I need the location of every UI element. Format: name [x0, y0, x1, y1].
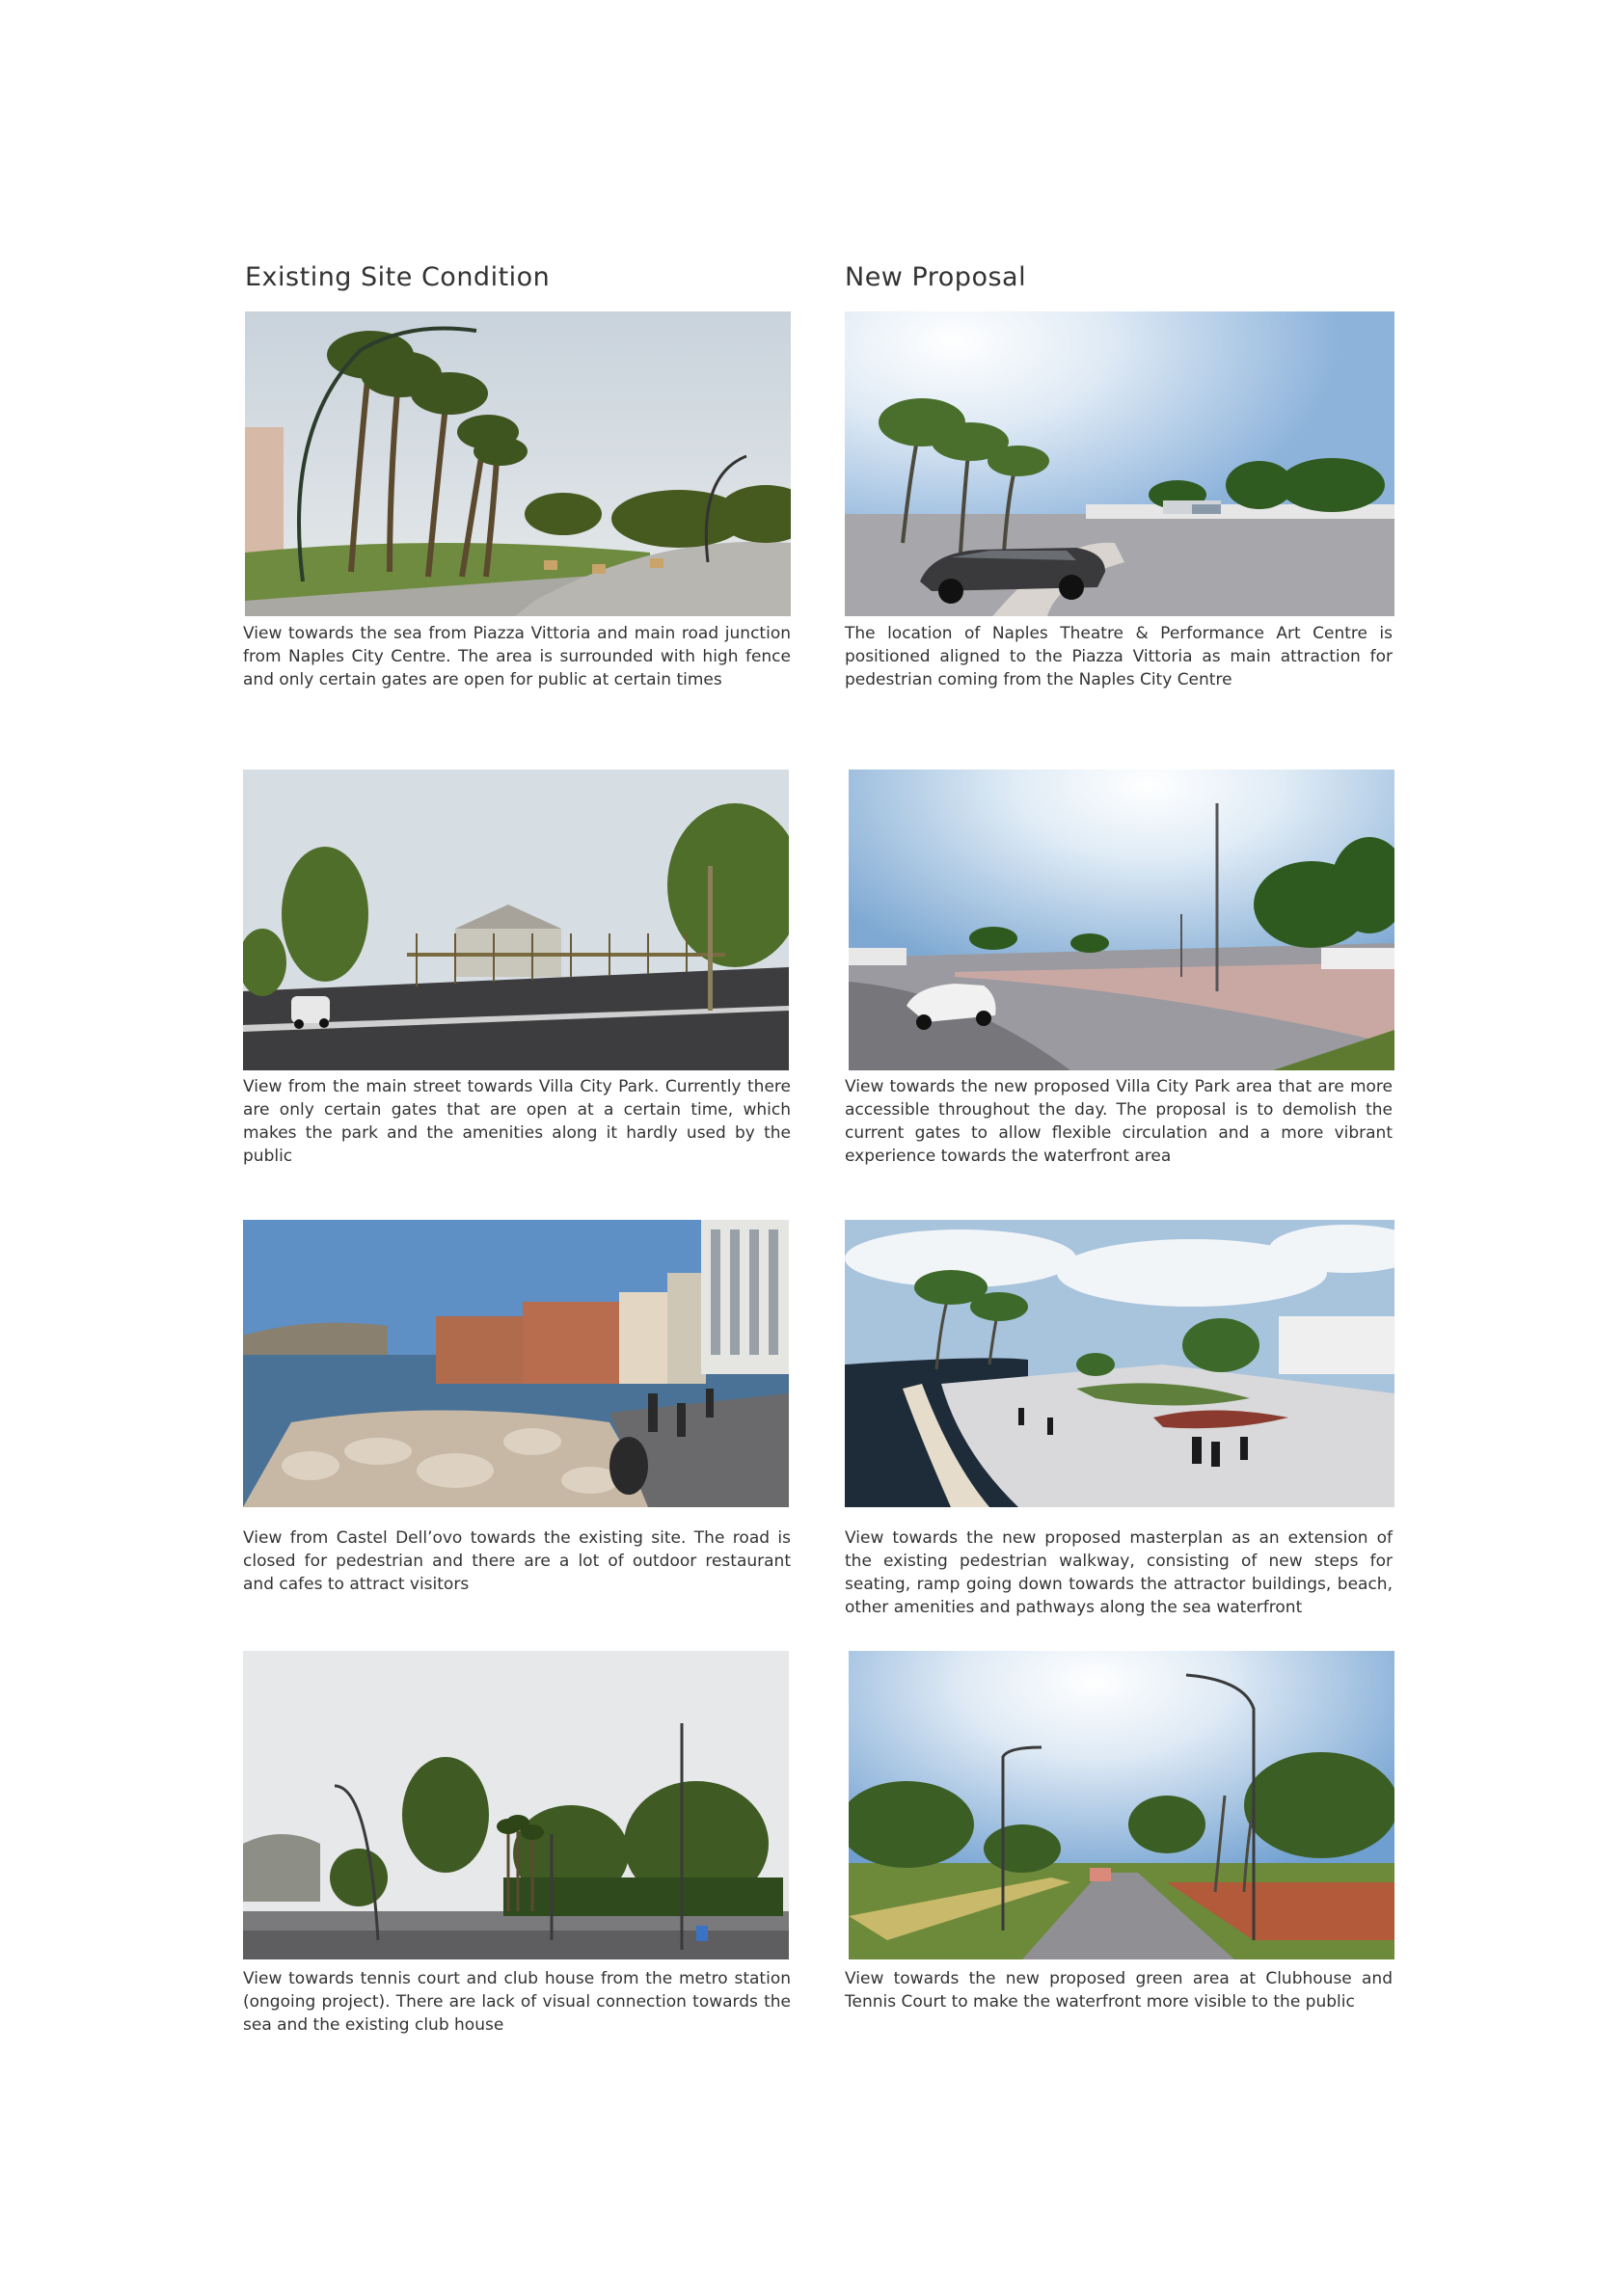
- proposal-caption-waterfront-walkway: View towards the new proposed masterplan as an extension of the existing pedestrian walkway, consisting of new steps for seating, ramp going down towards the attractor buildings, beach, other amenities and pathways along the sea waterfront: [845, 1528, 1393, 1617]
- proposal-photo-green-boulevard: [849, 1651, 1394, 1959]
- proposal-photo-piazza-vittoria: [845, 311, 1394, 616]
- proposal-caption-villa-city-park: View towards the new proposed Villa City Park area that are more accessible throughout the day. The proposal is to demolish the current gates to allow flexible circulation and a more vibrant experience towards the waterfront area: [845, 1077, 1393, 1166]
- existing-heading: Existing Site Condition: [245, 262, 551, 292]
- proposal-photo-waterfront-walkway: [845, 1220, 1394, 1507]
- proposal-caption-green-boulevard: View towards the new proposed green area at Clubhouse and Tennis Court to make the waterfront more visible to the public: [845, 1969, 1393, 2012]
- existing-caption-tennis-club: View towards tennis court and club house from the metro station (ongoing project). There are lack of visual connection towards the sea and the existing club house: [243, 1969, 791, 2035]
- existing-photo-villa-city-park: [243, 770, 789, 1070]
- existing-caption-piazza-vittoria: View towards the sea from Piazza Vittoria and main road junction from Naples City Centre. The area is surrounded with high fence and only certain gates are open for public at certain times: [243, 624, 791, 689]
- proposal-photo-villa-city-park: [849, 770, 1394, 1070]
- existing-caption-villa-city-park: View from the main street towards Villa City Park. Currently there are only certain gates that are open at a certain time, which makes the park and the amenities along it hardly used by the public: [243, 1077, 791, 1166]
- existing-photo-castel-dellovo: [243, 1220, 789, 1507]
- proposal-caption-piazza-vittoria: The location of Naples Theatre & Performance Art Centre is positioned aligned to the Piazza Vittoria as main attraction for pedestrian coming from the Naples City Centre: [845, 624, 1393, 689]
- existing-photo-piazza-vittoria: [245, 311, 791, 616]
- existing-photo-tennis-club: [243, 1651, 789, 1959]
- existing-caption-castel-dellovo: View from Castel Dell’ovo towards the existing site. The road is closed for pedestrian and there are a lot of outdoor restaurant and cafes to attract visitors: [243, 1528, 791, 1594]
- proposal-heading: New Proposal: [845, 262, 1027, 292]
